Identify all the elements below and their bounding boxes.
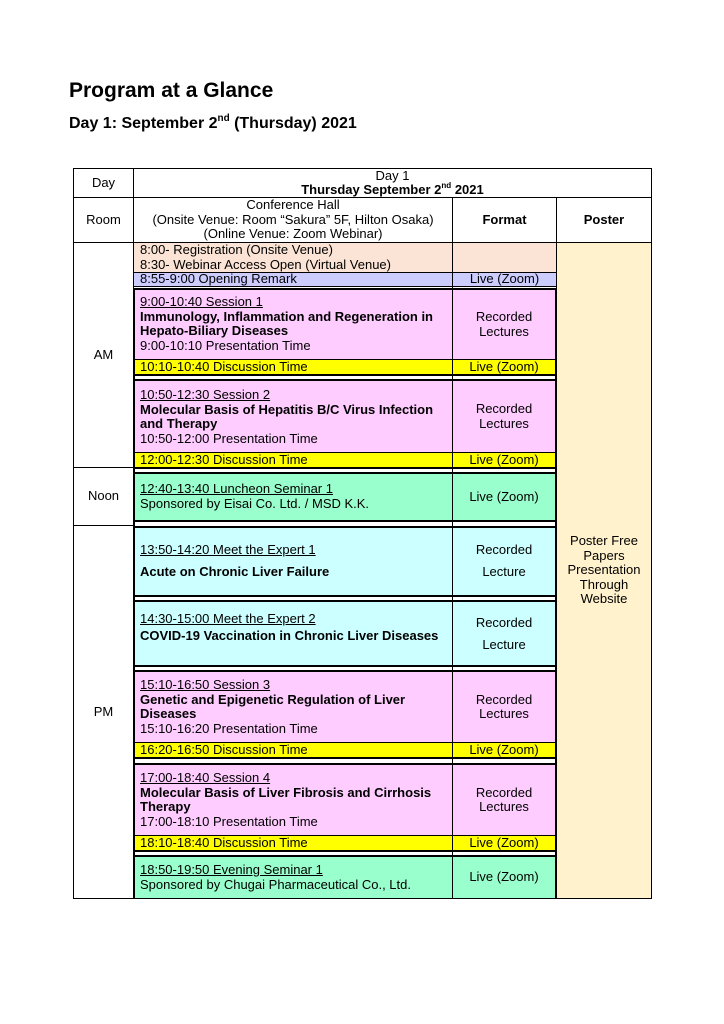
hall-line1: Conference Hall bbox=[246, 197, 340, 213]
expert1-top bbox=[133, 526, 557, 528]
format-header-cell bbox=[453, 198, 556, 242]
session2-discussion-cell bbox=[134, 453, 452, 468]
subtitle-suffix: (Thursday) 2021 bbox=[229, 115, 357, 132]
opening-cell bbox=[134, 272, 452, 287]
session4-discussion: 18:10-18:40 Discussion Time bbox=[140, 835, 308, 850]
day1-header-cell bbox=[134, 169, 651, 197]
period-noon-label: Noon bbox=[87, 488, 120, 504]
expert2-format-line1: Recorded bbox=[475, 615, 533, 630]
hall-line3: (Online Venue: Zoom Webinar) bbox=[203, 226, 383, 242]
day1-date bbox=[301, 183, 484, 198]
session2-discussion-format-cell bbox=[453, 453, 555, 468]
session2-discussion: 12:00-12:30 Discussion Time bbox=[140, 452, 308, 467]
page-subtitle bbox=[69, 114, 357, 134]
intro-cell bbox=[134, 243, 452, 272]
session4-time: 17:00-18:40 Session 4 bbox=[140, 770, 271, 785]
expert2-time: 14:30-15:00 Meet the Expert 2 bbox=[140, 611, 316, 626]
session4-presentation: 17:00-18:10 Presentation Time bbox=[140, 813, 318, 829]
expert1-format-line1: Recorded bbox=[475, 542, 533, 557]
expert2-top bbox=[133, 600, 557, 602]
session1-format-line1: Recorded bbox=[475, 309, 533, 324]
poster-label: Poster bbox=[583, 211, 625, 227]
room-header-cell bbox=[74, 198, 133, 242]
evening-time: 18:50-19:50 Evening Seminar 1 bbox=[140, 862, 323, 877]
session4-discussion-format-cell bbox=[453, 836, 555, 851]
session4-format-line2: Lectures bbox=[479, 799, 529, 814]
session4-discussion-format: Live (Zoom) bbox=[469, 835, 539, 851]
session2-format-cell bbox=[453, 381, 555, 452]
expert1-cell bbox=[134, 543, 450, 579]
poster-line3: Presentation bbox=[567, 562, 641, 577]
format-label: Format bbox=[482, 211, 527, 227]
session3-discussion-format: Live (Zoom) bbox=[469, 742, 539, 758]
poster-cell bbox=[557, 534, 651, 607]
session3-discussion: 16:20-16:50 Discussion Time bbox=[140, 742, 308, 757]
day1-date-prefix: Thursday September 2 bbox=[301, 182, 442, 197]
luncheon-sponsor: Sponsored by Eisai Co. Ltd. / MSD K.K. bbox=[140, 495, 370, 511]
table-border-right bbox=[651, 168, 652, 899]
session3-discussion-format-cell bbox=[453, 743, 555, 758]
session4-discussion-cell bbox=[134, 836, 452, 851]
opening-text: 8:55-9:00 Opening Remark bbox=[140, 271, 297, 286]
session4-format-line1: Recorded bbox=[475, 784, 533, 800]
period-pm-label: PM bbox=[93, 703, 114, 719]
session3-format-cell bbox=[453, 672, 555, 742]
expert1-title: Acute on Chronic Liver Failure bbox=[140, 563, 330, 579]
day1-date-sup: nd bbox=[441, 181, 452, 191]
session3-title: Genetic and Epigenetic Regulation of Liver Diseases bbox=[140, 691, 406, 721]
session2-time: 10:50-12:30 Session 2 bbox=[140, 387, 271, 402]
poster-line4: Through bbox=[579, 576, 629, 592]
subtitle-sup: nd bbox=[217, 113, 230, 125]
luncheon-format-cell bbox=[453, 474, 555, 520]
poster-line5: Website bbox=[580, 591, 628, 606]
expert1-time: 13:50-14:20 Meet the Expert 1 bbox=[140, 542, 316, 557]
expert1-format-line2: Lecture bbox=[482, 563, 526, 579]
opening-format: Live (Zoom) bbox=[469, 271, 540, 287]
evening-format: Live (Zoom) bbox=[469, 869, 539, 885]
session1-time: 9:00-10:40 Session 1 bbox=[140, 294, 263, 309]
session4-format-cell bbox=[453, 765, 555, 835]
luncheon-format: Live (Zoom) bbox=[469, 488, 539, 504]
poster-line2: Papers bbox=[583, 547, 625, 563]
room-label: Room bbox=[86, 211, 121, 227]
evening-format-cell bbox=[453, 857, 555, 898]
session2-presentation: 10:50-12:00 Presentation Time bbox=[140, 430, 318, 446]
expert2-format-cell bbox=[453, 616, 555, 652]
luncheon-bottom bbox=[133, 520, 557, 522]
poster-header-cell bbox=[557, 198, 651, 242]
session1-discussion-cell bbox=[134, 360, 452, 375]
period-noon bbox=[74, 468, 133, 525]
expert2-title: COVID-19 Vaccination in Chronic Liver Diseases bbox=[140, 627, 439, 643]
day1-date-suffix: 2021 bbox=[451, 182, 484, 197]
hall-header-cell bbox=[134, 198, 452, 242]
registration-text: 8:00- Registration (Onsite Venue) bbox=[140, 242, 333, 257]
day1-title: Day 1 bbox=[375, 167, 410, 183]
hall-line2: (Onsite Venue: Room “Sakura” 5F, Hilton Osaka) bbox=[152, 211, 434, 227]
day-header-cell bbox=[74, 169, 133, 197]
webinar-text: 8:30- Webinar Access Open (Virtual Venue) bbox=[140, 256, 391, 272]
luncheon-time: 12:40-13:40 Luncheon Seminar 1 bbox=[140, 481, 333, 496]
day-label: Day bbox=[91, 174, 116, 190]
session1-discussion: 10:10-10:40 Discussion Time bbox=[140, 359, 308, 374]
period-pm bbox=[74, 526, 133, 898]
session3-cell bbox=[134, 678, 450, 736]
session2-discussion-format: Live (Zoom) bbox=[469, 452, 539, 468]
session2-format-line2: Lectures bbox=[479, 415, 529, 431]
session2-format-line1: Recorded bbox=[475, 401, 533, 416]
poster-line1: Poster Free bbox=[570, 533, 638, 548]
period-am-label: AM bbox=[93, 346, 114, 362]
session1-presentation: 9:00-10:10 Presentation Time bbox=[140, 337, 311, 353]
session1-discussion-format: Live (Zoom) bbox=[469, 359, 539, 375]
session2-title: Molecular Basis of Hepatitis B/C Virus Infection and Therapy bbox=[140, 401, 434, 431]
evening-sponsor: Sponsored by Chugai Pharmaceutical Co., Ltd. bbox=[140, 876, 411, 892]
session4-cell bbox=[134, 771, 450, 829]
session1-cell bbox=[134, 295, 450, 353]
session1-format-line2: Lectures bbox=[479, 323, 529, 339]
page-title: Program at a Glance bbox=[69, 79, 274, 102]
session1-discussion-format-cell bbox=[453, 360, 555, 375]
luncheon-cell bbox=[134, 482, 450, 511]
session3-presentation: 15:10-16:20 Presentation Time bbox=[140, 720, 318, 736]
subtitle-prefix: Day 1: September 2 bbox=[69, 115, 218, 132]
opening-format-cell bbox=[453, 272, 556, 287]
expert2-bottom bbox=[133, 665, 557, 667]
expert2-format-line2: Lecture bbox=[482, 636, 526, 652]
evening-cell bbox=[134, 863, 450, 892]
session1-format-cell bbox=[453, 290, 555, 359]
period-am bbox=[74, 243, 133, 467]
expert2-cell bbox=[134, 612, 450, 643]
expert1-bottom bbox=[133, 595, 557, 597]
session1-title: Immunology, Inflammation and Regeneration in Hepato-Biliary Diseases bbox=[140, 308, 434, 338]
session3-discussion-cell bbox=[134, 743, 452, 758]
table-border-bottom bbox=[73, 898, 651, 899]
session4-title: Molecular Basis of Liver Fibrosis and Cirrhosis Therapy bbox=[140, 784, 432, 814]
session3-format-line1: Recorded bbox=[475, 691, 533, 707]
session3-format-line2: Lectures bbox=[479, 706, 529, 721]
expert1-format-cell bbox=[453, 543, 555, 579]
session2-cell bbox=[134, 388, 450, 446]
session3-time: 15:10-16:50 Session 3 bbox=[140, 677, 271, 692]
